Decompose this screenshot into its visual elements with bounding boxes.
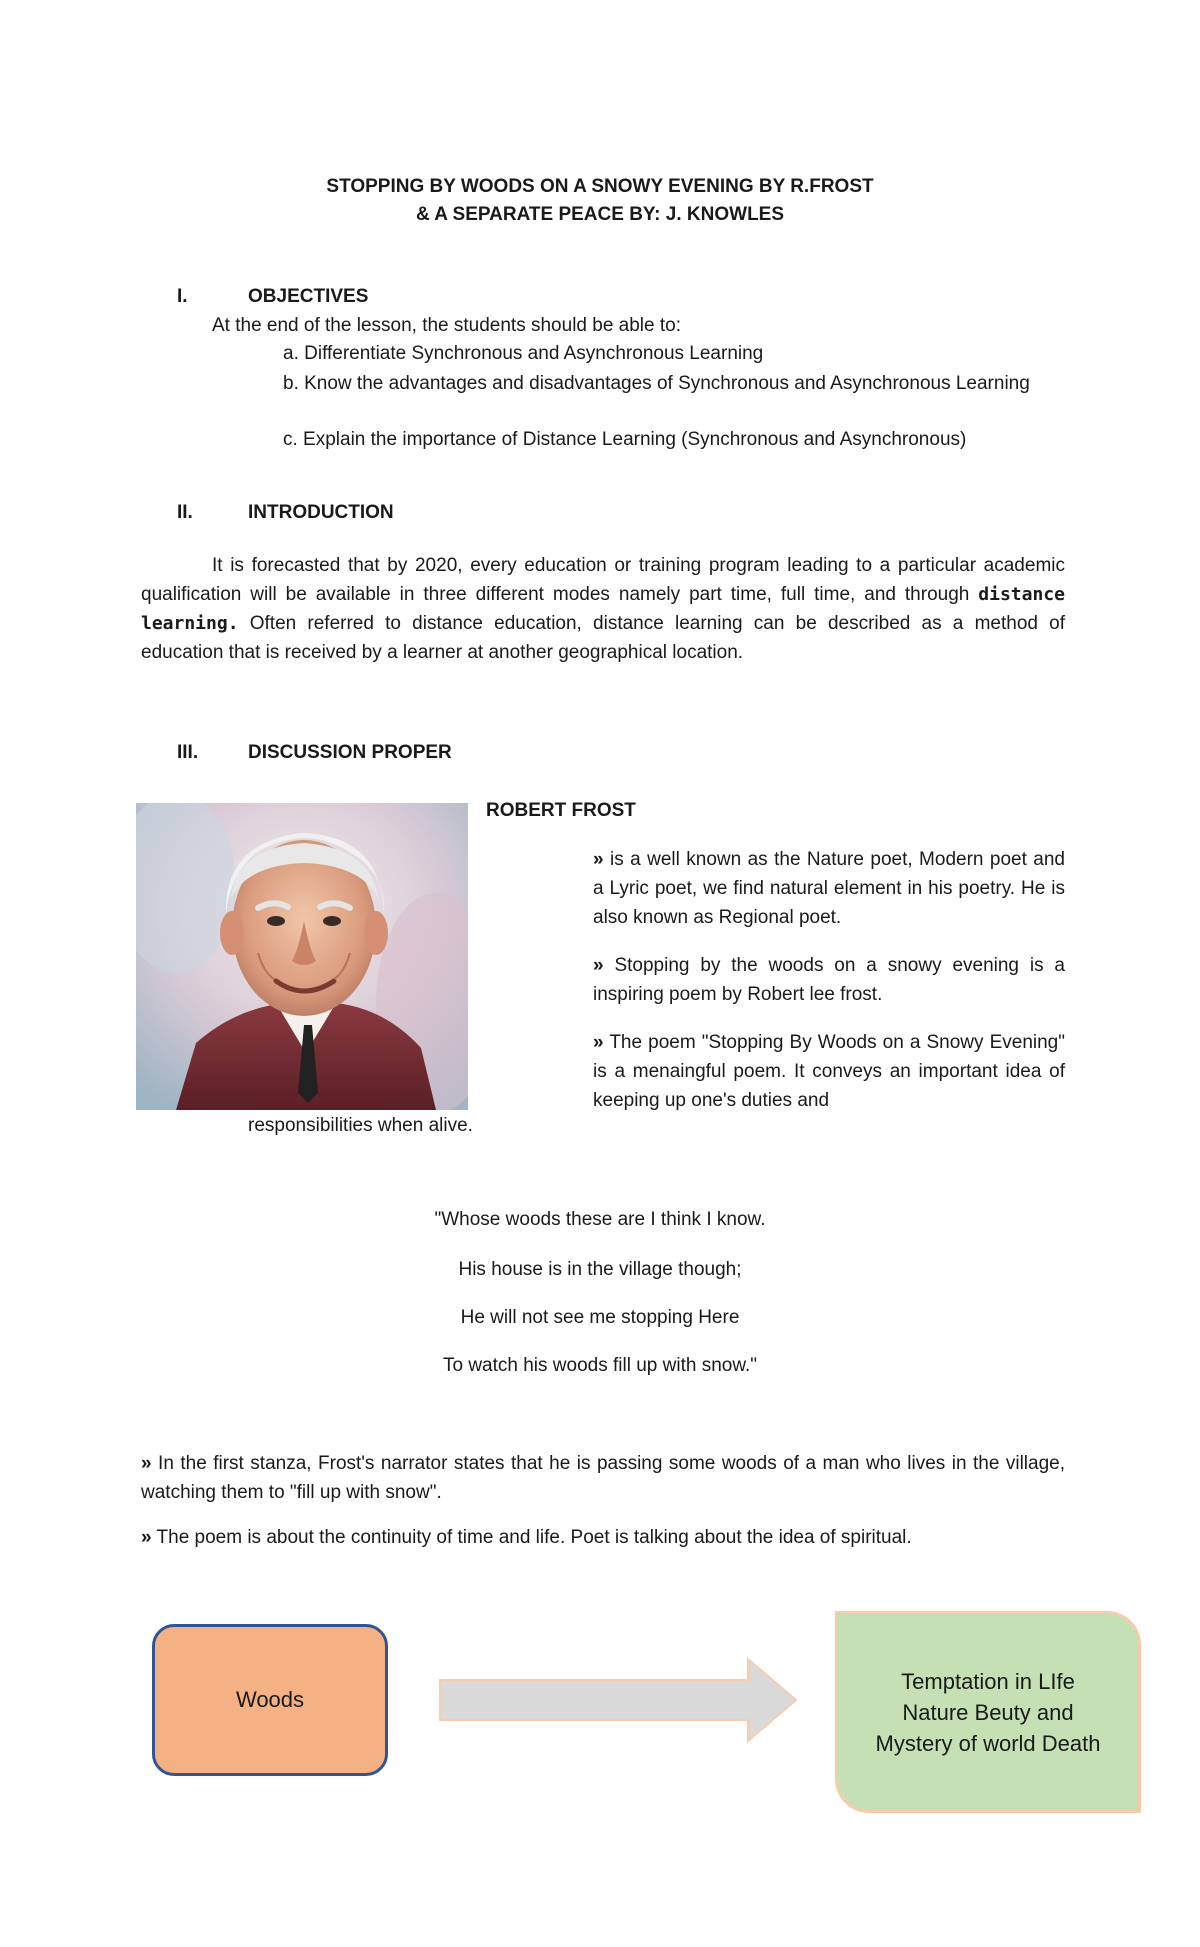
author-bullet-3-text: The poem "Stopping By Woods on a Snowy Evening" is a menaingful poem. It conveys an important idea of keeping up one's duties and: [593, 1032, 1065, 1111]
section-heading-objectives: OBJECTIVES: [248, 286, 369, 307]
bullet-marker: »: [141, 1453, 152, 1474]
portrait-illustration: [136, 803, 468, 1110]
objectives-intro: At the end of the lesson, the students should be able to:: [212, 315, 681, 336]
section-number-introduction: II.: [177, 502, 193, 523]
robert-frost-portrait: [136, 803, 468, 1110]
diagram-target-box: [835, 1611, 1141, 1813]
page-title: STOPPING BY WOODS ON A SNOWY EVENING BY R.FROST: [326, 176, 874, 197]
introduction-text-after: Often referred to distance education, distance learning can be described as a method of education that is received by a learner at another geographical location.: [141, 613, 1065, 663]
section-heading-discussion: DISCUSSION PROPER: [248, 742, 452, 763]
author-bullet-1-text: is a well known as the Nature poet, Modern poet and a Lyric poet, we find natural element in his poetry. He is also known as Regional poet.: [593, 849, 1065, 928]
analysis-bullet-1-text: In the first stanza, Frost's narrator states that he is passing some woods of a man who lives in the village, watching them to "fill up with snow".: [141, 1453, 1066, 1503]
analysis-bullet-1: [141, 1449, 1065, 1507]
diagram-arrow: [438, 1655, 800, 1745]
bullet-marker: »: [141, 1527, 152, 1548]
section-number-discussion: III.: [177, 742, 199, 763]
diagram-target-line-3: Mystery of world Death: [875, 1730, 1101, 1756]
author-bullet-3: [593, 1028, 1065, 1115]
objective-item-c: c. Explain the importance of Distance Learning (Synchronous and Asynchronous): [283, 429, 967, 450]
objective-item-b: b. Know the advantages and disadvantages of Synchronous and Asynchronous Learning: [283, 373, 1030, 394]
author-bullet-2-text: Stopping by the woods on a snowy evening is a inspiring poem by Robert lee frost.: [593, 955, 1066, 1005]
analysis-bullet-2: [141, 1527, 912, 1549]
analysis-bullet-2-text: The poem is about the continuity of time and life. Poet is talking about the idea of spiritual.: [156, 1527, 912, 1548]
introduction-bold-term: distance learning.: [141, 584, 1065, 634]
diagram-source-label: Woods: [235, 1687, 305, 1712]
author-bullet-1: [593, 845, 1065, 932]
poem-line-1: "Whose woods these are I think I know.: [434, 1209, 766, 1230]
bullet-marker: »: [593, 955, 604, 976]
diagram-source-box: [152, 1624, 388, 1776]
section-number-objectives: I.: [177, 286, 188, 307]
page-subtitle: & A SEPARATE PEACE BY: J. KNOWLES: [415, 204, 785, 225]
poem-line-2: His house is in the village though;: [458, 1259, 742, 1280]
introduction-text-before: It is forecasted that by 2020, every education or training program leading to a particular academic qualification will be available in three different modes namely part time, full time, and through: [141, 555, 1065, 605]
author-bullet-2: [593, 951, 1065, 1009]
author-heading: ROBERT FROST: [486, 800, 636, 821]
author-bullet-3-continued: responsibilities when alive.: [248, 1115, 473, 1136]
poem-line-3: He will not see me stopping Here: [460, 1307, 740, 1328]
diagram-target-line-2: Nature Beuty and: [902, 1699, 1074, 1725]
objective-item-a: a. Differentiate Synchronous and Asynchronous Learning: [283, 343, 764, 364]
bullet-marker: »: [593, 1032, 604, 1053]
diagram-target-line-1: Temptation in LIfe: [901, 1668, 1075, 1694]
bullet-marker: »: [593, 849, 604, 870]
poem-line-4: To watch his woods fill up with snow.": [442, 1355, 758, 1376]
section-heading-introduction: INTRODUCTION: [248, 502, 394, 523]
diagram-target-text: [876, 1666, 1101, 1759]
introduction-paragraph: [141, 551, 1065, 667]
